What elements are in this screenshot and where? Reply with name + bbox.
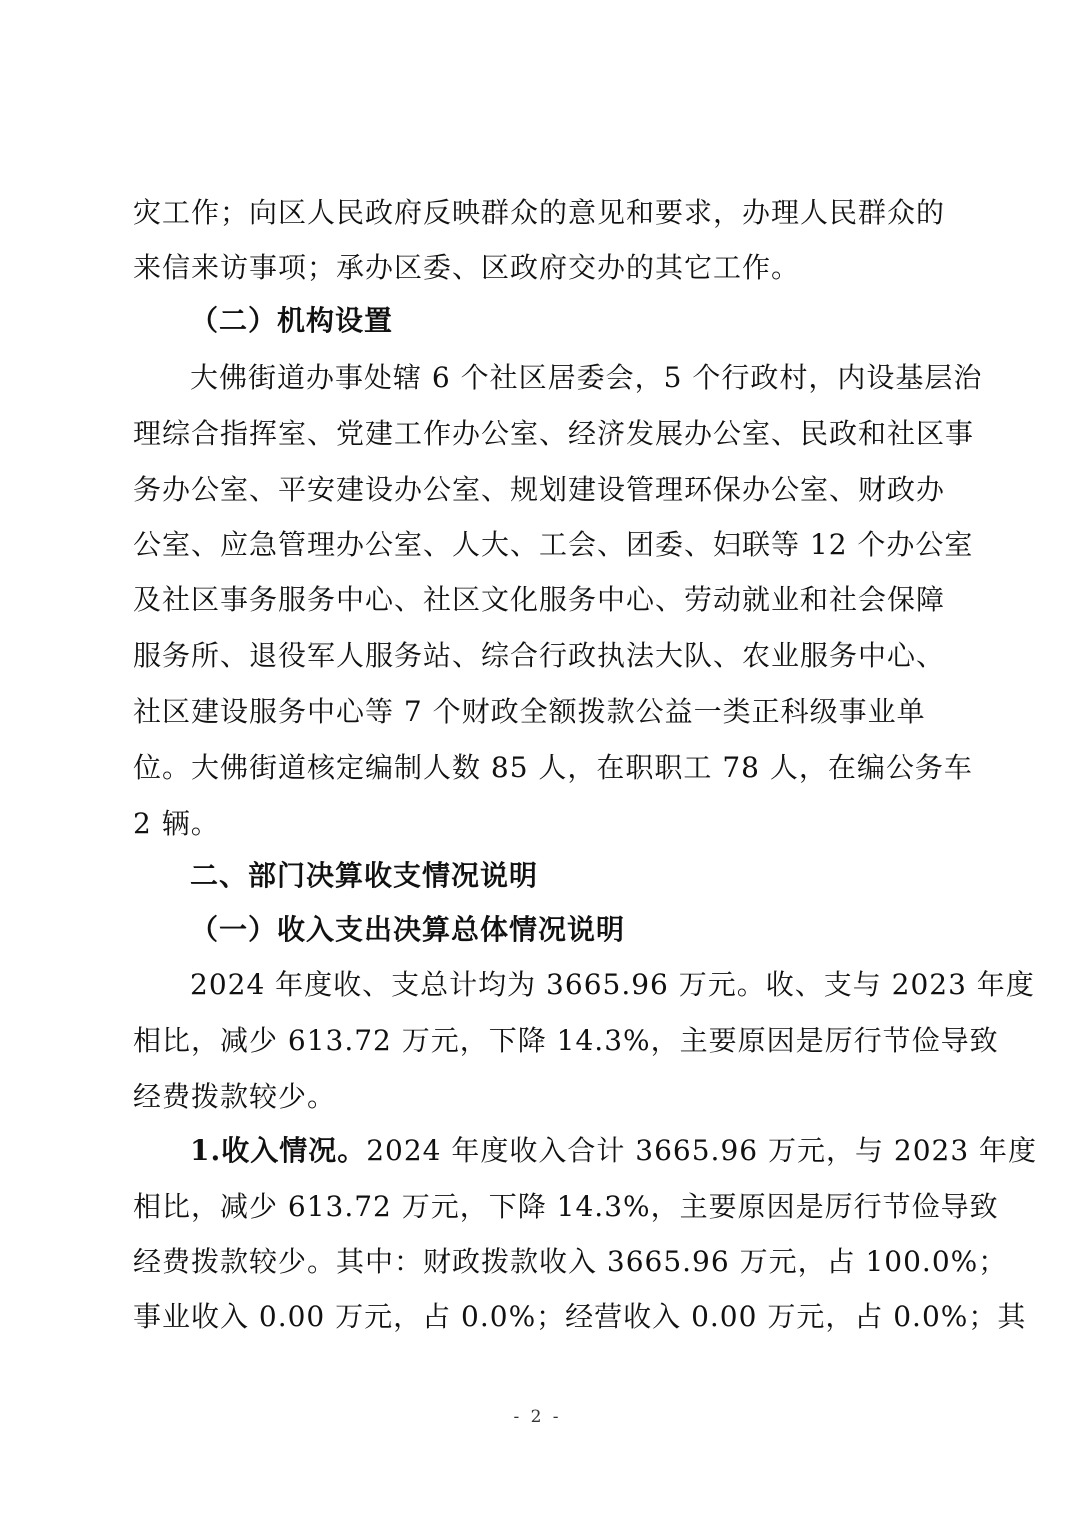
body-line: 服务所、退役军人服务站、综合行政执法大队、农业服务中心、: [133, 639, 946, 672]
section-heading: 二、部门决算收支情况说明: [190, 859, 539, 892]
paragraph-first-line: 大佛街道办事处辖 6 个社区居委会，5 个行政村，内设基层治: [190, 361, 983, 394]
subheading-organization: （二）机构设置: [190, 304, 394, 337]
body-line: 位。大佛街道核定编制人数 85 人，在职职工 78 人，在编公务车: [133, 751, 973, 784]
body-line: 社区建设服务中心等 7 个财政全额拨款公益一类正科级事业单: [133, 695, 926, 728]
body-line: 经费拨款较少。: [133, 1080, 337, 1113]
body-line: 2 辆。: [133, 807, 220, 840]
body-line: 理综合指挥室、党建工作办公室、经济发展办公室、民政和社区事: [133, 417, 975, 450]
paragraph-first-line: 2024 年度收、支总计均为 3665.96 万元。收、支与 2023 年度: [190, 968, 1035, 1001]
subheading-overall: （一）收入支出决算总体情况说明: [190, 913, 626, 946]
page-number: - 2 -: [513, 1407, 562, 1427]
body-line: 经费拨款较少。其中：财政拨款收入 3665.96 万元，占 100.0%；: [133, 1245, 1008, 1278]
body-line: 灾工作；向区人民政府反映群众的意见和要求，办理人民群众的: [133, 196, 946, 229]
body-line: 相比，减少 613.72 万元，下降 14.3%，主要原因是厉行节俭导致: [133, 1190, 999, 1223]
body-line: 务办公室、平安建设办公室、规划建设管理环保办公室、财政办: [133, 473, 946, 506]
income-lead-label: 1.收入情况。: [190, 1134, 367, 1167]
body-line: 相比，减少 613.72 万元，下降 14.3%，主要原因是厉行节俭导致: [133, 1024, 999, 1057]
body-line: 事业收入 0.00 万元，占 0.0%；经营收入 0.00 万元，占 0.0%；其: [133, 1300, 1027, 1333]
body-line: 公室、应急管理办公室、人大、工会、团委、妇联等 12 个办公室: [133, 528, 974, 561]
body-line: 及社区事务服务中心、社区文化服务中心、劳动就业和社会保障: [133, 583, 946, 616]
paragraph-first-line: [190, 1133, 1038, 1169]
income-lead-text: 2024 年度收入合计 3665.96 万元，与 2023 年度: [366, 1134, 1038, 1167]
body-line: 来信来访事项；承办区委、区政府交办的其它工作。: [133, 251, 801, 284]
